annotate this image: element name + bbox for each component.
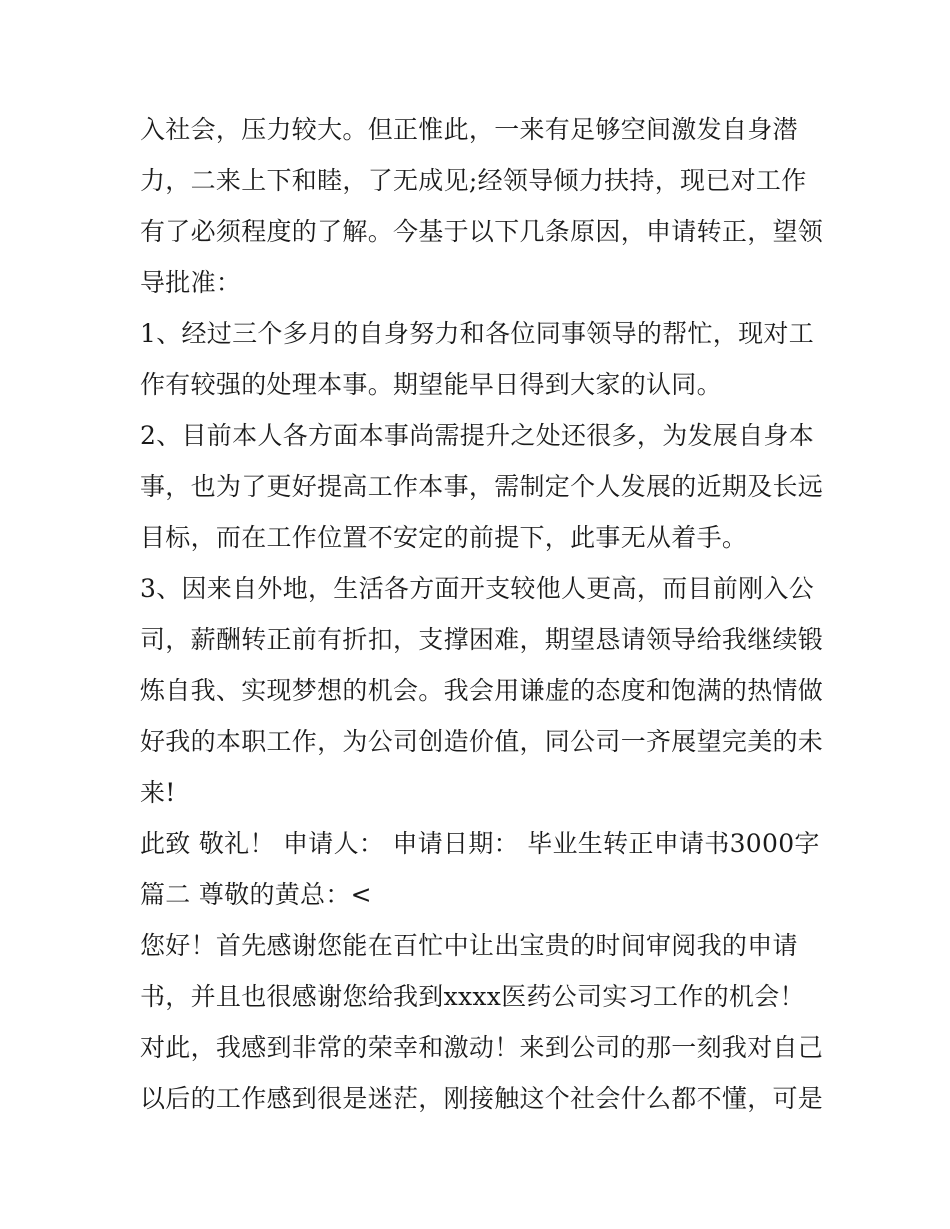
text-line: 好我的本职工作，为公司创造价值，同公司一齐展望完美的未	[140, 727, 824, 756]
text-line: 导批准：	[140, 268, 242, 297]
text-line: 3、因来自外地，生活各方面开支较他人更高，而目前刚入公	[140, 574, 815, 603]
text-line: 1、经过三个多月的自身努力和各位同事领导的帮忙，现对工	[140, 319, 815, 348]
text-line: 力，二来上下和睦，了无成见;经领导倾力扶持，现已对工作	[140, 166, 807, 195]
text-line: 以后的工作感到很是迷茫，刚接触这个社会什么都不懂，可是	[140, 1084, 824, 1113]
text-line: 书，并且也很感谢您给我到xxxx医药公司实习工作的机会！	[140, 982, 805, 1011]
text-line: 您好！首先感谢您能在百忙中让出宝贵的时间审阅我的申请	[140, 931, 798, 960]
text-line: 有了必须程度的了解。今基于以下几条原因，申请转正，望领	[140, 217, 824, 246]
text-line: 2、目前本人各方面本事尚需提升之处还很多，为发展自身本	[140, 421, 815, 450]
text-line: 对此，我感到非常的荣幸和激动！来到公司的那一刻我对自己	[140, 1033, 824, 1062]
text-line: 来!	[140, 778, 176, 807]
text-line: 目标，而在工作位置不安定的前提下，此事无从着手。	[140, 523, 748, 552]
text-line: 事，也为了更好提高工作本事，需制定个人发展的近期及长远	[140, 472, 824, 501]
text-line: 作有较强的处理本事。期望能早日得到大家的认同。	[140, 370, 722, 399]
body-text	[140, 104, 824, 1124]
text-line: 司，薪酬转正前有折扣，支撑困难，期望恳请领导给我继续锻	[140, 625, 824, 654]
text-line: 此致 敬礼！ 申请人： 申请日期： 毕业生转正申请书3000字	[140, 829, 820, 858]
text-line: 入社会，压力较大。但正惟此，一来有足够空间激发自身潜	[140, 115, 798, 144]
text-line: 篇二 尊敬的黄总：<	[140, 880, 372, 909]
text-line: 炼自我、实现梦想的机会。我会用谦虚的态度和饱满的热情做	[140, 676, 824, 705]
